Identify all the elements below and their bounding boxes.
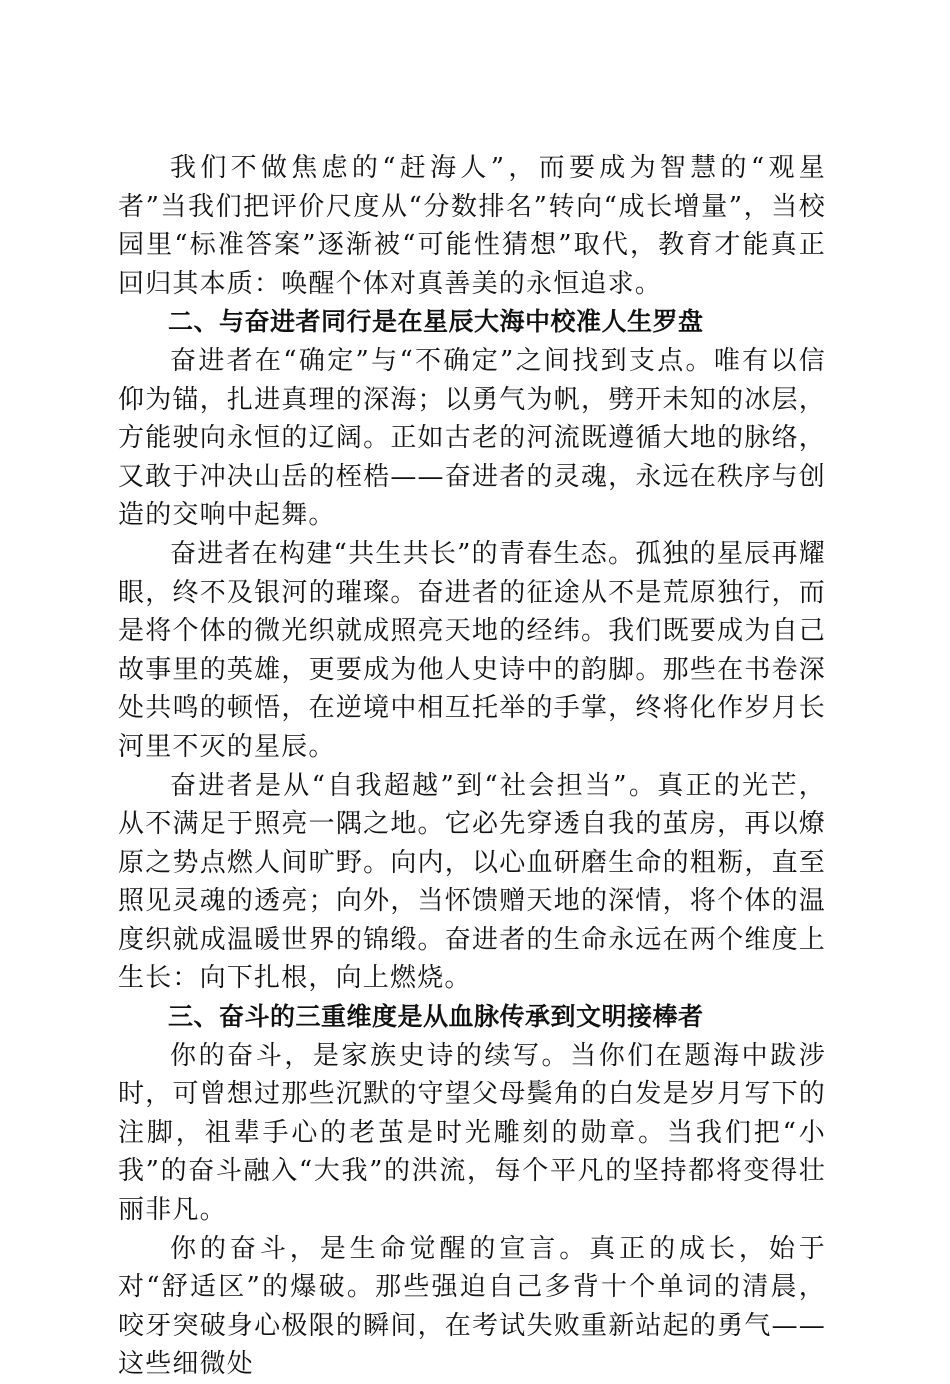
paragraph-certainty: 奋进者在“确定”与“不确定”之间找到支点。唯有以信仰为锚，扎进真理的深海；以勇气为帆，劈开未知的冰层，方能驶向永恒的辽阔。正如古老的河流既遵循大地的脉络，又敢于冲决山岳的桎梏——奋进者的灵魂，永远在秩序与创造的交响中起舞。	[118, 345, 826, 531]
paragraph-family-epic: 你的奋斗，是家族史诗的续写。当你们在题海中跋涉时，可曾想过那些沉默的守望父母鬓角的白发是岁月写下的注脚，祖辈手心的老茧是时光雕刻的勋章。当我们把“小我”的奋斗融入“大我”的洪流，每个平凡的坚持都将变得壮丽非凡。	[118, 1040, 826, 1226]
paragraph-awakening: 你的奋斗，是生命觉醒的宣言。真正的成长，始于对“舒适区”的爆破。那些强迫自己多背十个单词的清晨，咬牙突破身心极限的瞬间，在考试失败重新站起的勇气——这些细微处	[118, 1233, 826, 1380]
section-heading-two: 二、与奋进者同行是在星辰大海中校准人生罗盘	[168, 307, 704, 337]
paragraph-responsibility: 奋进者是从“自我超越”到“社会担当”。真正的光芒，从不满足于照亮一隅之地。它必先穿透自我的茧房，再以燎原之势点燃人间旷野。向内，以心血研磨生命的粗粝，直至照见灵魂的透亮；向外，当怀馈赠天地的深情，将个体的温度织就成温暖世界的锦缎。奋进者的生命永远在两个维度上生长：向下扎根，向上燃烧。	[118, 770, 826, 994]
section-heading-three: 三、奋斗的三重维度是从血脉传承到文明接棒者	[168, 1002, 704, 1032]
document-body	[118, 149, 826, 1384]
paragraph-intro-conclusion: 我们不做焦虑的“赶海人”，而要成为智慧的“观星者”当我们把评价尺度从“分数排名”转向“成长增量”，当校园里“标准答案”逐渐被“可能性猜想”取代，教育才能真正回归其本质：唤醒个体对真善美的永恒追求。	[118, 153, 826, 299]
paragraph-symbiosis: 奋进者在构建“共生共长”的青春生态。孤独的星辰再耀眼，终不及银河的璀璨。奋进者的征途从不是荒原独行，而是将个体的微光织就成照亮天地的经纬。我们既要成为自己故事里的英雄，更要成为他人史诗中的韵脚。那些在书卷深处共鸣的顿悟，在逆境中相互托举的手掌，终将化作岁月长河里不灭的星辰。	[118, 538, 826, 762]
